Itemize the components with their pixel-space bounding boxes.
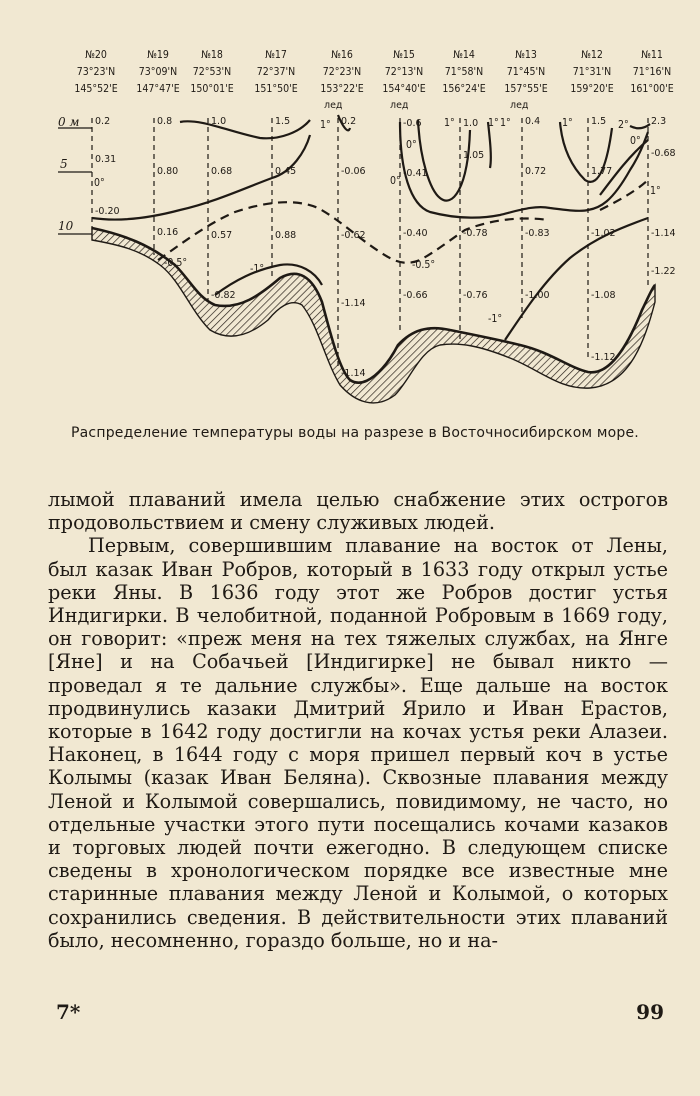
temperature-value: 0.88 [275, 230, 297, 241]
temperature-value: 1.77 [591, 166, 613, 177]
station-longitude: 150°01'E [190, 83, 234, 95]
isotherm-label: 0° [390, 175, 401, 187]
isotherm-label: 1° [320, 119, 331, 131]
temperature-value: -1.08 [591, 290, 616, 301]
temperature-value: -1.14 [341, 298, 366, 309]
isotherm-label: 0° [406, 139, 417, 151]
temperature-value: 0.8 [157, 116, 173, 127]
temperature-value: -1.22 [651, 266, 676, 277]
temperature-value: -0.78 [463, 228, 488, 239]
temperature-value: -1.00 [525, 290, 550, 301]
isotherm-label: -1° [488, 313, 503, 325]
isotherm-label: 1° [562, 117, 573, 129]
temperature-value: 1.5 [591, 116, 607, 127]
depth-axis [58, 115, 92, 234]
station-number: №19 [147, 49, 169, 61]
station-number: №18 [201, 49, 223, 61]
station-number: №14 [453, 49, 475, 61]
temperature-value: -1.02 [591, 228, 616, 239]
station-latitude: 71°58'N [444, 66, 484, 78]
temperature-value: 1.5 [275, 116, 291, 127]
body-text [48, 488, 668, 952]
station-longitude: 153°22'E [320, 83, 364, 95]
temperature-value: 0.4 [525, 116, 541, 127]
station-latitude: 72°53'N [192, 66, 232, 78]
station-longitude: 159°20'E [570, 83, 614, 95]
station-number: №11 [641, 49, 663, 61]
paragraph: Первым, совершившим плавание на восток от Лены, был казак Иван Робров, который в 1633 году открыл устье реки Яны. В 1636 году этот же Робров достиг устья Индигирки. В челобитной, поданной Робровым в 1669 году, он говорит: «преж меня на тех тяжелых службах, на Янге [Яне] и на Собачьей [Индигирке] не бывал никто — проведал я те дальние службы». Еще дальше на восток продвинулись казаки Дмитрий Ярило и Иван Ерастов, которые в 1642 году достигли на кочах устья реки Алазеи. Наконец, в 1644 году с моря пришел первый коч в устье Колымы (казак Иван Беляна). Сквозные плавания между Леной и Колымой совершались, повидимому, не часто, но отдельные участки этого пути посещались кочами казаков и торговых людей почти ежегодно. В следующем списке сведены в хронологическом порядке все известные мне старинные плавания между Леной и Колымой, о которых сохранились сведения. В действительности этих плаваний было, несомненно, гораздо больше, но и на- [48, 534, 668, 952]
temperature-value: 1.05 [463, 150, 485, 161]
temperature-value: -0.41 [403, 168, 428, 179]
isotherm-minus05-east [600, 178, 650, 210]
isotherm-label: 1° [500, 117, 511, 129]
isotherms-dashed [158, 178, 650, 263]
isotherm-labels [94, 117, 661, 325]
station-latitude: 71°16'N [632, 66, 672, 78]
temperature-value: 0.2 [95, 116, 111, 127]
temperature-value: -1.14 [651, 228, 676, 239]
station-number: №17 [265, 49, 287, 61]
temperature-value: -0.82 [211, 290, 236, 301]
temperature-value: 1.0 [211, 116, 227, 127]
temperature-value: -0.6 [403, 118, 422, 129]
station-longitude: 147°47'E [136, 83, 180, 95]
station-latitude: 71°31'N [572, 66, 612, 78]
station-longitude: 157°55'E [504, 83, 548, 95]
paragraph-continuation: лымой плаваний имела целью снабжение этих острогов продовольствием и смену служивых людей. [48, 488, 668, 535]
station-latitude: 73°09'N [138, 66, 178, 78]
temperature-value: -0.62 [341, 230, 366, 241]
temperature-value: 0.80 [157, 166, 179, 177]
page-number: 99 [636, 1000, 664, 1024]
station-longitude: 156°24'E [442, 83, 486, 95]
station-verticals [92, 118, 648, 370]
isotherm-label: -0.5° [164, 257, 188, 269]
ice-label-13: лед [510, 100, 529, 111]
depth-label-0: 0 м [58, 115, 80, 129]
signature-mark: 7* [56, 1000, 81, 1024]
temperature-value: -0.83 [525, 228, 550, 239]
temperature-value: 2.3 [651, 116, 667, 127]
temperature-value: 0.16 [157, 227, 179, 238]
temperature-value: -0.20 [95, 206, 120, 217]
isotherm-label: 0° [94, 177, 105, 189]
station-longitude: 151°50'E [254, 83, 298, 95]
station-number: №12 [581, 49, 603, 61]
station-longitude: 161°00'E [630, 83, 674, 95]
section-diagram [40, 40, 676, 415]
depth-label-10: 10 [58, 219, 74, 233]
station-longitude: 154°40'E [382, 83, 426, 95]
station-longitude: 145°52'E [74, 83, 118, 95]
sea-bottom [92, 228, 655, 403]
station-number: №20 [85, 49, 107, 61]
station-number: №16 [331, 49, 353, 61]
ice-label-16: лед [324, 100, 343, 111]
station-headers [74, 49, 673, 95]
isotherm-label: 1° [444, 117, 455, 129]
isotherm-label: 1° [650, 185, 661, 197]
isotherm-label: -1° [250, 263, 265, 275]
isotherm-2deg [630, 124, 650, 128]
temperature-value: -0.06 [341, 166, 366, 177]
temperature-section-figure [40, 40, 676, 415]
isotherm-0deg-west [92, 135, 310, 220]
station-latitude: 72°37'N [256, 66, 296, 78]
station-latitude: 73°23'N [76, 66, 116, 78]
station-latitude: 72°23'N [322, 66, 362, 78]
temperature-value: 0.72 [525, 166, 547, 177]
temperature-value: -0.40 [403, 228, 428, 239]
figure-caption: Распределение температуры воды на разрезе в Восточносибирском море. [71, 425, 639, 441]
temperature-value: 1.0 [463, 118, 479, 129]
temperature-value: -0.76 [463, 290, 488, 301]
station-latitude: 71°45'N [506, 66, 546, 78]
temperature-value: -1.14 [341, 368, 366, 379]
temperature-value: 0.2 [341, 116, 357, 127]
depth-label-5: 5 [60, 157, 68, 171]
temperature-value: 0.57 [211, 230, 233, 241]
temperature-value: -0.68 [651, 148, 676, 159]
temperature-value: -0.66 [403, 290, 428, 301]
station-number: №13 [515, 49, 537, 61]
station-latitude: 72°13'N [384, 66, 424, 78]
isotherm-label: -0.5° [412, 259, 436, 271]
temperature-value: -1.12 [591, 352, 616, 363]
temperature-value: 0.68 [211, 166, 233, 177]
temperature-value: 0.31 [95, 154, 117, 165]
isotherm-1deg-west [180, 120, 310, 138]
isotherm-label: 0° [630, 135, 641, 147]
isotherm-label: 1° [488, 117, 499, 129]
station-number: №15 [393, 49, 415, 61]
isotherm-label: 2° [618, 119, 629, 131]
temperature-value: 0.45 [275, 166, 297, 177]
ice-label-15: лед [390, 100, 409, 111]
